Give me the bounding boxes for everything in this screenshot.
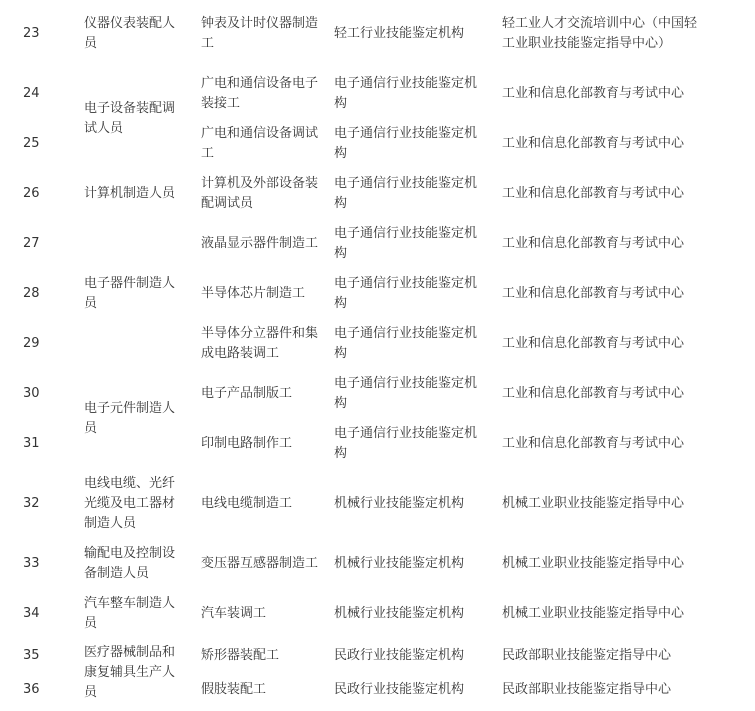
guidance-center-cell: 机械工业职业技能鉴定指导中心: [502, 496, 685, 511]
row-number: 35: [23, 648, 40, 663]
appraisal-org-cell: 机械行业技能鉴定机构: [334, 496, 465, 511]
appraisal-org-cell: 电子通信行业技能鉴定机构: [334, 126, 478, 161]
row-number: 36: [23, 682, 40, 697]
row-number: 33: [23, 556, 40, 571]
row-number: 26: [23, 186, 40, 201]
guidance-center-cell: 工业和信息化部教育与考试中心: [502, 286, 685, 301]
appraisal-org-cell: 轻工行业技能鉴定机构: [334, 25, 465, 41]
appraisal-org-cell: 电子通信行业技能鉴定机构: [334, 76, 478, 111]
appraisal-org-cell: 电子通信行业技能鉴定机构: [334, 326, 478, 361]
table-row: [17, 639, 717, 673]
occupation-cell: 电子元件制造人员: [84, 401, 176, 436]
guidance-center-cell: 机械工业职业技能鉴定指导中心: [502, 606, 685, 621]
job-title-cell: 变压器互感器制造工: [201, 556, 319, 571]
appraisal-org-cell: 民政行业技能鉴定机构: [334, 682, 465, 697]
occupation-cell: 计算机制造人员: [84, 186, 176, 201]
job-title-cell: 钟表及计时仪器制造工: [201, 15, 319, 51]
row-number: 24: [23, 86, 40, 101]
table-row: [17, 169, 717, 219]
appraisal-org-cell: 电子通信行业技能鉴定机构: [334, 226, 478, 261]
table-row: [17, 469, 717, 539]
job-title-cell: 印制电路制作工: [201, 436, 293, 451]
job-title-cell: 假肢装配工: [201, 682, 267, 697]
job-title-cell: 汽车装调工: [201, 606, 267, 621]
row-number: 32: [23, 496, 40, 511]
guidance-center-cell: 工业和信息化部教育与考试中心: [502, 336, 685, 351]
row-number: 28: [23, 286, 40, 301]
job-title-cell: 广电和通信设备调试工: [201, 126, 319, 161]
table-row: [17, 0, 717, 69]
job-title-cell: 液晶显示器件制造工: [201, 236, 319, 251]
appraisal-org-cell: 机械行业技能鉴定机构: [334, 606, 465, 621]
occupation-cell: 输配电及控制设备制造人员: [84, 546, 176, 581]
guidance-center-cell: 工业和信息化部教育与考试中心: [502, 86, 685, 101]
job-title-cell: 电子产品制版工: [201, 386, 293, 401]
row-number: 34: [23, 606, 40, 621]
table-row: [17, 589, 717, 639]
occupation-table: [17, 0, 717, 707]
occupation-cell: 仪器仪表装配人员: [84, 15, 176, 51]
guidance-center-cell: 工业和信息化部教育与考试中心: [502, 186, 685, 201]
guidance-center-cell: 民政部职业技能鉴定指导中心: [502, 682, 672, 697]
job-title-cell: 计算机及外部设备装配调试员: [201, 176, 319, 211]
appraisal-org-cell: 电子通信行业技能鉴定机构: [334, 376, 478, 411]
row-number: 30: [23, 386, 40, 401]
row-number: 27: [23, 236, 40, 251]
job-title-cell: 半导体芯片制造工: [201, 286, 306, 301]
guidance-center-cell: 民政部职业技能鉴定指导中心: [502, 648, 672, 663]
occupation-cell: 汽车整车制造人员: [84, 596, 176, 631]
guidance-center-cell: 工业和信息化部教育与考试中心: [502, 136, 685, 151]
row-number: 31: [23, 436, 40, 451]
guidance-center-cell: 工业和信息化部教育与考试中心: [502, 386, 685, 401]
row-number: 23: [23, 25, 40, 41]
table-row: [17, 369, 717, 419]
guidance-center-cell: 工业和信息化部教育与考试中心: [502, 436, 685, 451]
appraisal-org-cell: 电子通信行业技能鉴定机构: [334, 176, 478, 211]
table-row: [17, 219, 717, 269]
appraisal-org-cell: 电子通信行业技能鉴定机构: [334, 276, 478, 311]
table-row: [17, 69, 717, 119]
occupation-cell: 电线电缆、光纤光缆及电工器材制造人员: [84, 476, 176, 531]
row-number: 25: [23, 136, 40, 151]
job-title-cell: 电线电缆制造工: [201, 496, 293, 511]
guidance-center-cell: 工业和信息化部教育与考试中心: [502, 236, 685, 251]
appraisal-org-cell: 民政行业技能鉴定机构: [334, 648, 465, 663]
occupation-cell: 电子器件制造人员: [84, 276, 176, 311]
occupation-cell: 医疗器械制品和康复辅具生产人员: [84, 645, 176, 700]
job-title-cell: 半导体分立器件和集成电路装调工: [201, 326, 319, 361]
row-number: 29: [23, 336, 40, 351]
job-title-cell: 矫形器装配工: [201, 648, 280, 663]
guidance-center-cell: 轻工业人才交流培训中心（中国轻工业职业技能鉴定指导中心）: [502, 15, 698, 51]
guidance-center-cell: 机械工业职业技能鉴定指导中心: [502, 556, 685, 571]
occupation-cell: 电子设备装配调试人员: [84, 101, 176, 136]
table-row: [17, 539, 717, 589]
appraisal-org-cell: 机械行业技能鉴定机构: [334, 556, 465, 571]
appraisal-org-cell: 电子通信行业技能鉴定机构: [334, 426, 478, 461]
job-title-cell: 广电和通信设备电子装接工: [201, 76, 319, 111]
